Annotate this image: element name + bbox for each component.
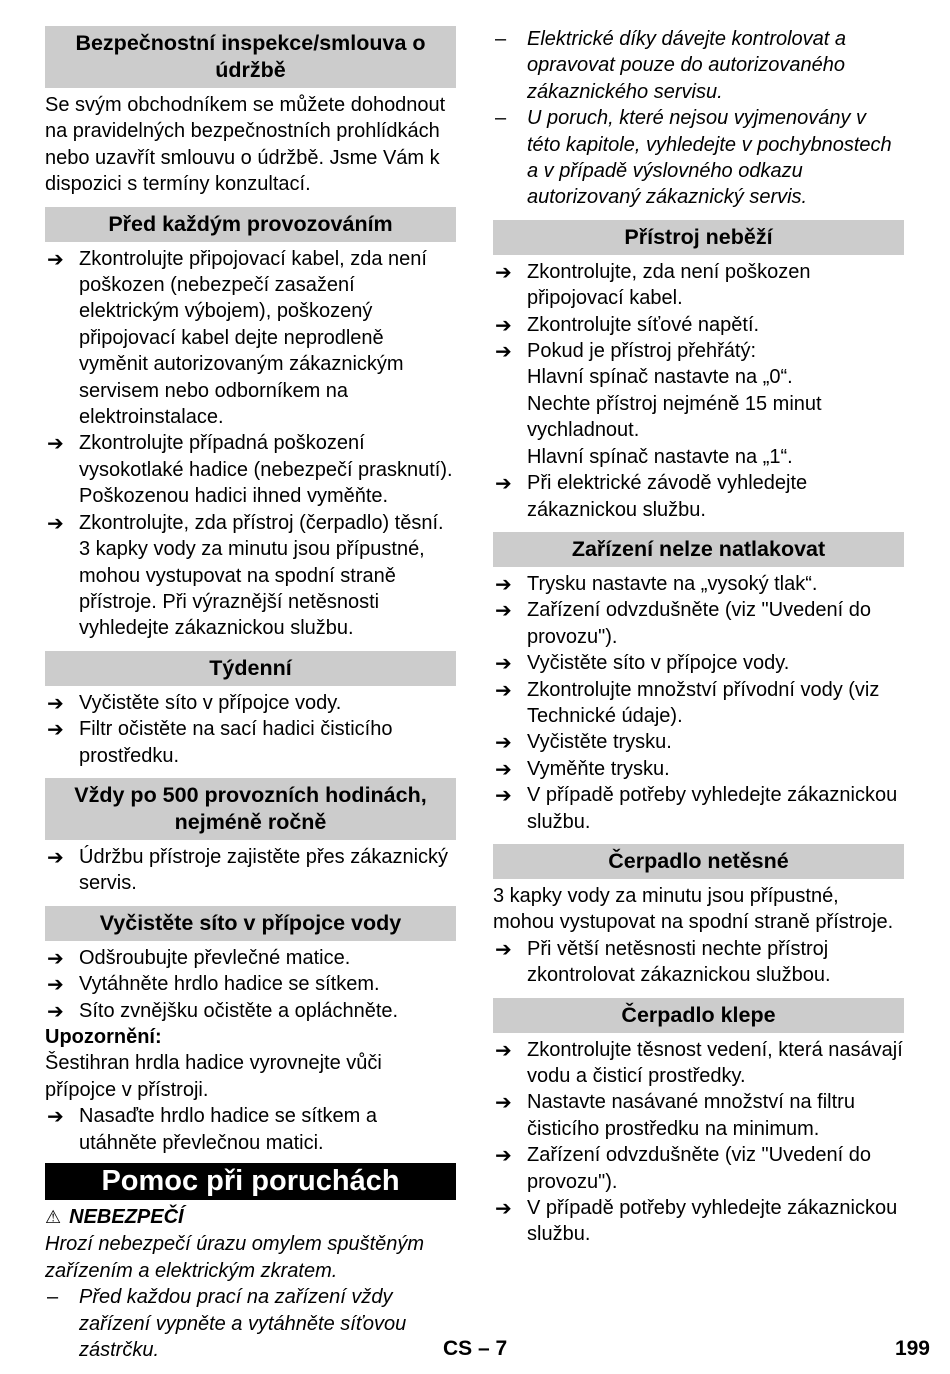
sub-line: Nechte přístroj nejméně 15 minut vychladnout. bbox=[527, 392, 822, 442]
list-item: ➔ Pokud je přístroj přehřátý: Hlavní spínač nastavte na „0“. Nechte přístroj nejméně 15 minut vychladnout. Hlavní spínač nastavte na „1“. bbox=[493, 338, 904, 470]
arrow-right-icon: ➔ bbox=[495, 471, 512, 496]
heading-clean-strainer: Vyčistěte síto v přípojce vody bbox=[45, 906, 456, 941]
list-item: ➔ Zařízení odvzdušněte (viz "Uvedení do provozu"). bbox=[495, 1143, 871, 1193]
heading-before-operation: Před každým provozováním bbox=[45, 207, 456, 242]
arrow-right-icon: ➔ bbox=[47, 844, 64, 869]
list-item: ➔ Vyčistěte síto v přípojce vody. bbox=[47, 690, 342, 715]
clean-strainer-list bbox=[45, 945, 456, 1024]
left-column bbox=[45, 26, 456, 1363]
list-item: ➔ Zkontrolujte těsnost vedení, která nasávají vodu a čisticí prostředky. bbox=[495, 1037, 903, 1087]
list-item: ➔ Vyčistěte trysku. bbox=[495, 730, 672, 755]
list-item: – U poruch, které nejsou vyjmenovány v této kapitole, vyhledejte v pochybnostech a v případě výslovného odkazu autorizovaný zákaznický servis. bbox=[495, 107, 892, 209]
arrow-right-icon: ➔ bbox=[47, 717, 64, 742]
warning-triangle-icon: ⚠ bbox=[45, 1207, 62, 1228]
heading-device-not-running: Přístroj neběží bbox=[493, 220, 904, 255]
list-item: ➔ Odšroubujte převlečné matice. bbox=[47, 945, 351, 970]
note-text: Šestihran hrdla hadice vyrovnejte vůči přípojce v přístroji. bbox=[45, 1052, 382, 1101]
arrow-right-icon: ➔ bbox=[495, 1090, 512, 1115]
list-item: ➔ Zkontrolujte případná poškození vysokotlaké hadice (nebezpečí prasknutí). Poškozenou hadici ihned vyměňte. bbox=[47, 431, 453, 508]
clean-strainer-list-2 bbox=[45, 1103, 456, 1156]
list-item: – Před každou prací na zařízení vždy zařízení vypněte a vytáhněte síťovou zástrčku. bbox=[47, 1286, 407, 1362]
pump-knocking-list bbox=[493, 1037, 904, 1248]
arrow-right-icon: ➔ bbox=[495, 756, 512, 781]
list-item: – Elektrické díky dávejte kontrolovat a opravovat pouze do autorizovaného zákaznického servisu. bbox=[495, 28, 847, 103]
device-not-running-list bbox=[493, 259, 904, 523]
list-item: ➔ Zkontrolujte, zda není poškozen připojovací kabel. bbox=[495, 259, 811, 310]
arrow-right-icon: ➔ bbox=[495, 677, 512, 702]
list-item: ➔ Zkontrolujte připojovací kabel, zda není poškozen (nebezpečí zasažení elektrickým výbojem), poškozený připojovací kabel dejte neprodleně vyměnit autorizovaným zákaznickým servisem nebo odborníkem na elektroinstalace. bbox=[47, 246, 427, 429]
arrow-right-icon: ➔ bbox=[495, 1143, 512, 1168]
heading-weekly: Týdenní bbox=[45, 651, 456, 686]
arrow-right-icon: ➔ bbox=[495, 598, 512, 623]
list-item: ➔ Zařízení odvzdušněte (viz "Uvedení do provozu"). bbox=[495, 598, 871, 648]
list-item: ➔ Trysku nastavte na „vysoký tlak“. bbox=[495, 571, 818, 596]
dash-bullet: – bbox=[495, 28, 507, 50]
service-dash-list bbox=[493, 26, 904, 211]
heading-safety-inspection: Bezpečnostní inspekce/smlouva o údržbě bbox=[45, 26, 456, 88]
list-item: ➔ Filtr očistěte na sací hadici čisticího prostředku. bbox=[47, 717, 393, 767]
arrow-right-icon: ➔ bbox=[47, 998, 64, 1023]
arrow-right-icon: ➔ bbox=[495, 1196, 512, 1221]
list-item: ➔ V případě potřeby vyhledejte zákaznickou službu. bbox=[495, 1196, 898, 1246]
arrow-right-icon: ➔ bbox=[495, 730, 512, 755]
list-item: ➔ Zkontrolujte, zda přístroj (čerpadlo) těsní. 3 kapky vody za minutu jsou přípustné, mohou vystupovat na spodní straně přístroje. Při výraznější netěsnosti vyhledejte zákaznickou službu. bbox=[47, 510, 444, 640]
arrow-right-icon: ➔ bbox=[495, 651, 512, 676]
weekly-list bbox=[45, 690, 456, 769]
footer-section-label: CS – 7 bbox=[443, 1337, 508, 1360]
list-item: ➔ Zkontrolujte síťové napětí. bbox=[495, 312, 760, 337]
arrow-right-icon: ➔ bbox=[47, 246, 64, 271]
heading-pump-knocking: Čerpadlo klepe bbox=[493, 998, 904, 1033]
pump-leaking-list bbox=[493, 936, 904, 989]
no-pressure-list bbox=[493, 571, 904, 835]
list-item: ➔ Vyměňte trysku. bbox=[495, 756, 670, 781]
heading-500-hours: Vždy po 500 provozních hodinách, nejméně ročně bbox=[45, 778, 456, 840]
list-item: ➔ V případě potřeby vyhledejte zákaznickou službu. bbox=[495, 783, 898, 833]
arrow-right-icon: ➔ bbox=[47, 690, 64, 715]
danger-dash-list bbox=[45, 1284, 456, 1363]
list-item: ➔ Při elektrické závodě vyhledejte zákaznickou službu. bbox=[495, 471, 808, 521]
arrow-right-icon: ➔ bbox=[495, 339, 512, 364]
note-label: Upozornění: bbox=[45, 1025, 162, 1048]
danger-label: ⚠ NEBEZPEČÍ bbox=[45, 1206, 184, 1228]
heading-troubleshooting: Pomoc při poruchách bbox=[45, 1163, 456, 1200]
list-item: ➔ Údržbu přístroje zajistěte přes zákaznický servis. bbox=[47, 844, 449, 895]
safety-inspection-text: Se svým obchodníkem se můžete dohodnout na pravidelných bezpečnostních prohlídkách nebo uzavřít smlouvu o údržbě. Jsme Vám k dispozici s termíny konzultací. bbox=[45, 94, 446, 196]
danger-text: Hrozí nebezpečí úrazu omylem spuštěným zařízením a elektrickým zkratem. bbox=[45, 1233, 425, 1282]
arrow-right-icon: ➔ bbox=[495, 259, 512, 284]
arrow-right-icon: ➔ bbox=[47, 510, 64, 535]
heading-no-pressure: Zařízení nelze natlakovat bbox=[493, 532, 904, 567]
arrow-right-icon: ➔ bbox=[47, 945, 64, 970]
arrow-right-icon: ➔ bbox=[495, 783, 512, 808]
list-item: ➔ Nasaďte hrdlo hadice se sítkem a utáhněte převlečnou matici. bbox=[47, 1104, 377, 1154]
right-column bbox=[493, 26, 904, 1248]
page-number: 199 bbox=[894, 1337, 930, 1360]
list-item: ➔ Síto zvnějšku očistěte a opláchněte. bbox=[47, 998, 399, 1023]
list-item: ➔ Vytáhněte hrdlo hadice se sítkem. bbox=[47, 972, 380, 997]
sub-line: Hlavní spínač nastavte na „1“. bbox=[527, 445, 793, 468]
list-item: ➔ Vyčistěte síto v přípojce vody. bbox=[495, 651, 790, 676]
list-item: ➔ Při větší netěsnosti nechte přístroj zkontrolovat zákaznickou službou. bbox=[495, 936, 831, 987]
arrow-right-icon: ➔ bbox=[47, 431, 64, 456]
list-item: ➔ Zkontrolujte množství přívodní vody (viz Technické údaje). bbox=[495, 677, 880, 727]
dash-bullet: – bbox=[47, 1286, 59, 1309]
pump-leaking-text: 3 kapky vody za minutu jsou přípustné, mohou vystupovat na spodní straně přístroje. bbox=[493, 884, 894, 934]
list-item: ➔ Nastavte nasávané množství na filtru čisticího prostředku na minimum. bbox=[495, 1090, 855, 1140]
before-operation-list bbox=[45, 246, 456, 642]
arrow-right-icon: ➔ bbox=[495, 1037, 512, 1062]
arrow-right-icon: ➔ bbox=[495, 571, 512, 596]
sub-line: Hlavní spínač nastavte na „0“. bbox=[527, 366, 793, 389]
arrow-right-icon: ➔ bbox=[495, 312, 512, 337]
dash-bullet: – bbox=[495, 107, 507, 130]
500-hours-list bbox=[45, 844, 456, 897]
heading-pump-leaking: Čerpadlo netěsné bbox=[493, 844, 904, 879]
arrow-right-icon: ➔ bbox=[47, 972, 64, 997]
arrow-right-icon: ➔ bbox=[47, 1104, 64, 1129]
arrow-right-icon: ➔ bbox=[495, 936, 512, 961]
